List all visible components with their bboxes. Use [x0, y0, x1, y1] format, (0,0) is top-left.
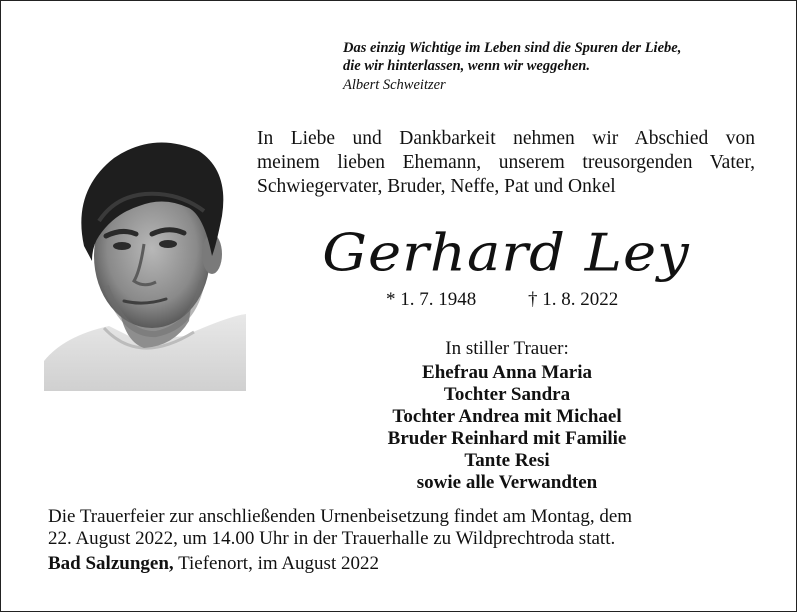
mourner-item: Tochter Andrea mit Michael	[392, 406, 622, 427]
mourner-item: Ehefrau Anna Maria	[422, 362, 592, 383]
mourner-item: Bruder Reinhard mit Familie	[387, 428, 627, 449]
portrait-illustration	[44, 136, 246, 391]
quote-block	[343, 39, 783, 94]
signature-line	[48, 553, 748, 575]
intro-text	[257, 127, 755, 199]
birth-date: * 1. 7. 1948	[386, 289, 477, 310]
death-date: † 1. 8. 2022	[528, 289, 619, 310]
funeral-line-2: 22. August 2022, um 14.00 Uhr in der Trauerhalle zu Wildprechtroda statt.	[48, 528, 616, 549]
funeral-line-1: Die Trauerfeier zur anschließenden Urnenbeisetzung findet am Montag, dem	[48, 506, 633, 527]
funeral-info	[48, 506, 748, 550]
mourner-item: Tochter Sandra	[443, 384, 571, 405]
quote-author: Albert Schweitzer	[343, 77, 446, 93]
deceased-name: Gerhard Ley	[322, 223, 690, 284]
mourners-list	[257, 362, 757, 494]
quote-line-1: Das einzig Wichtige im Leben sind die Spuren der Liebe,	[343, 40, 682, 56]
portrait-photo	[44, 136, 246, 391]
intro-line-3: Schwiegervater, Bruder, Neffe, Pat und Onkel	[257, 176, 616, 197]
mourner-item: Tante Resi	[464, 450, 550, 471]
signature-place: Bad Salzungen,	[48, 553, 174, 574]
mourner-item: sowie alle Verwandten	[416, 472, 598, 493]
quote-line-2: die wir hinterlassen, wenn wir weggehen.	[343, 58, 590, 74]
mourning-heading: In stiller Trauer:	[445, 338, 569, 359]
intro-line-2: meinem lieben Ehemann, unserem treusorgenden Vater,	[257, 152, 755, 173]
signature-rest: Tiefenort, im August 2022	[173, 553, 379, 574]
intro-line-1: In Liebe und Dankbarkeit nehmen wir Abschied von	[257, 128, 755, 149]
